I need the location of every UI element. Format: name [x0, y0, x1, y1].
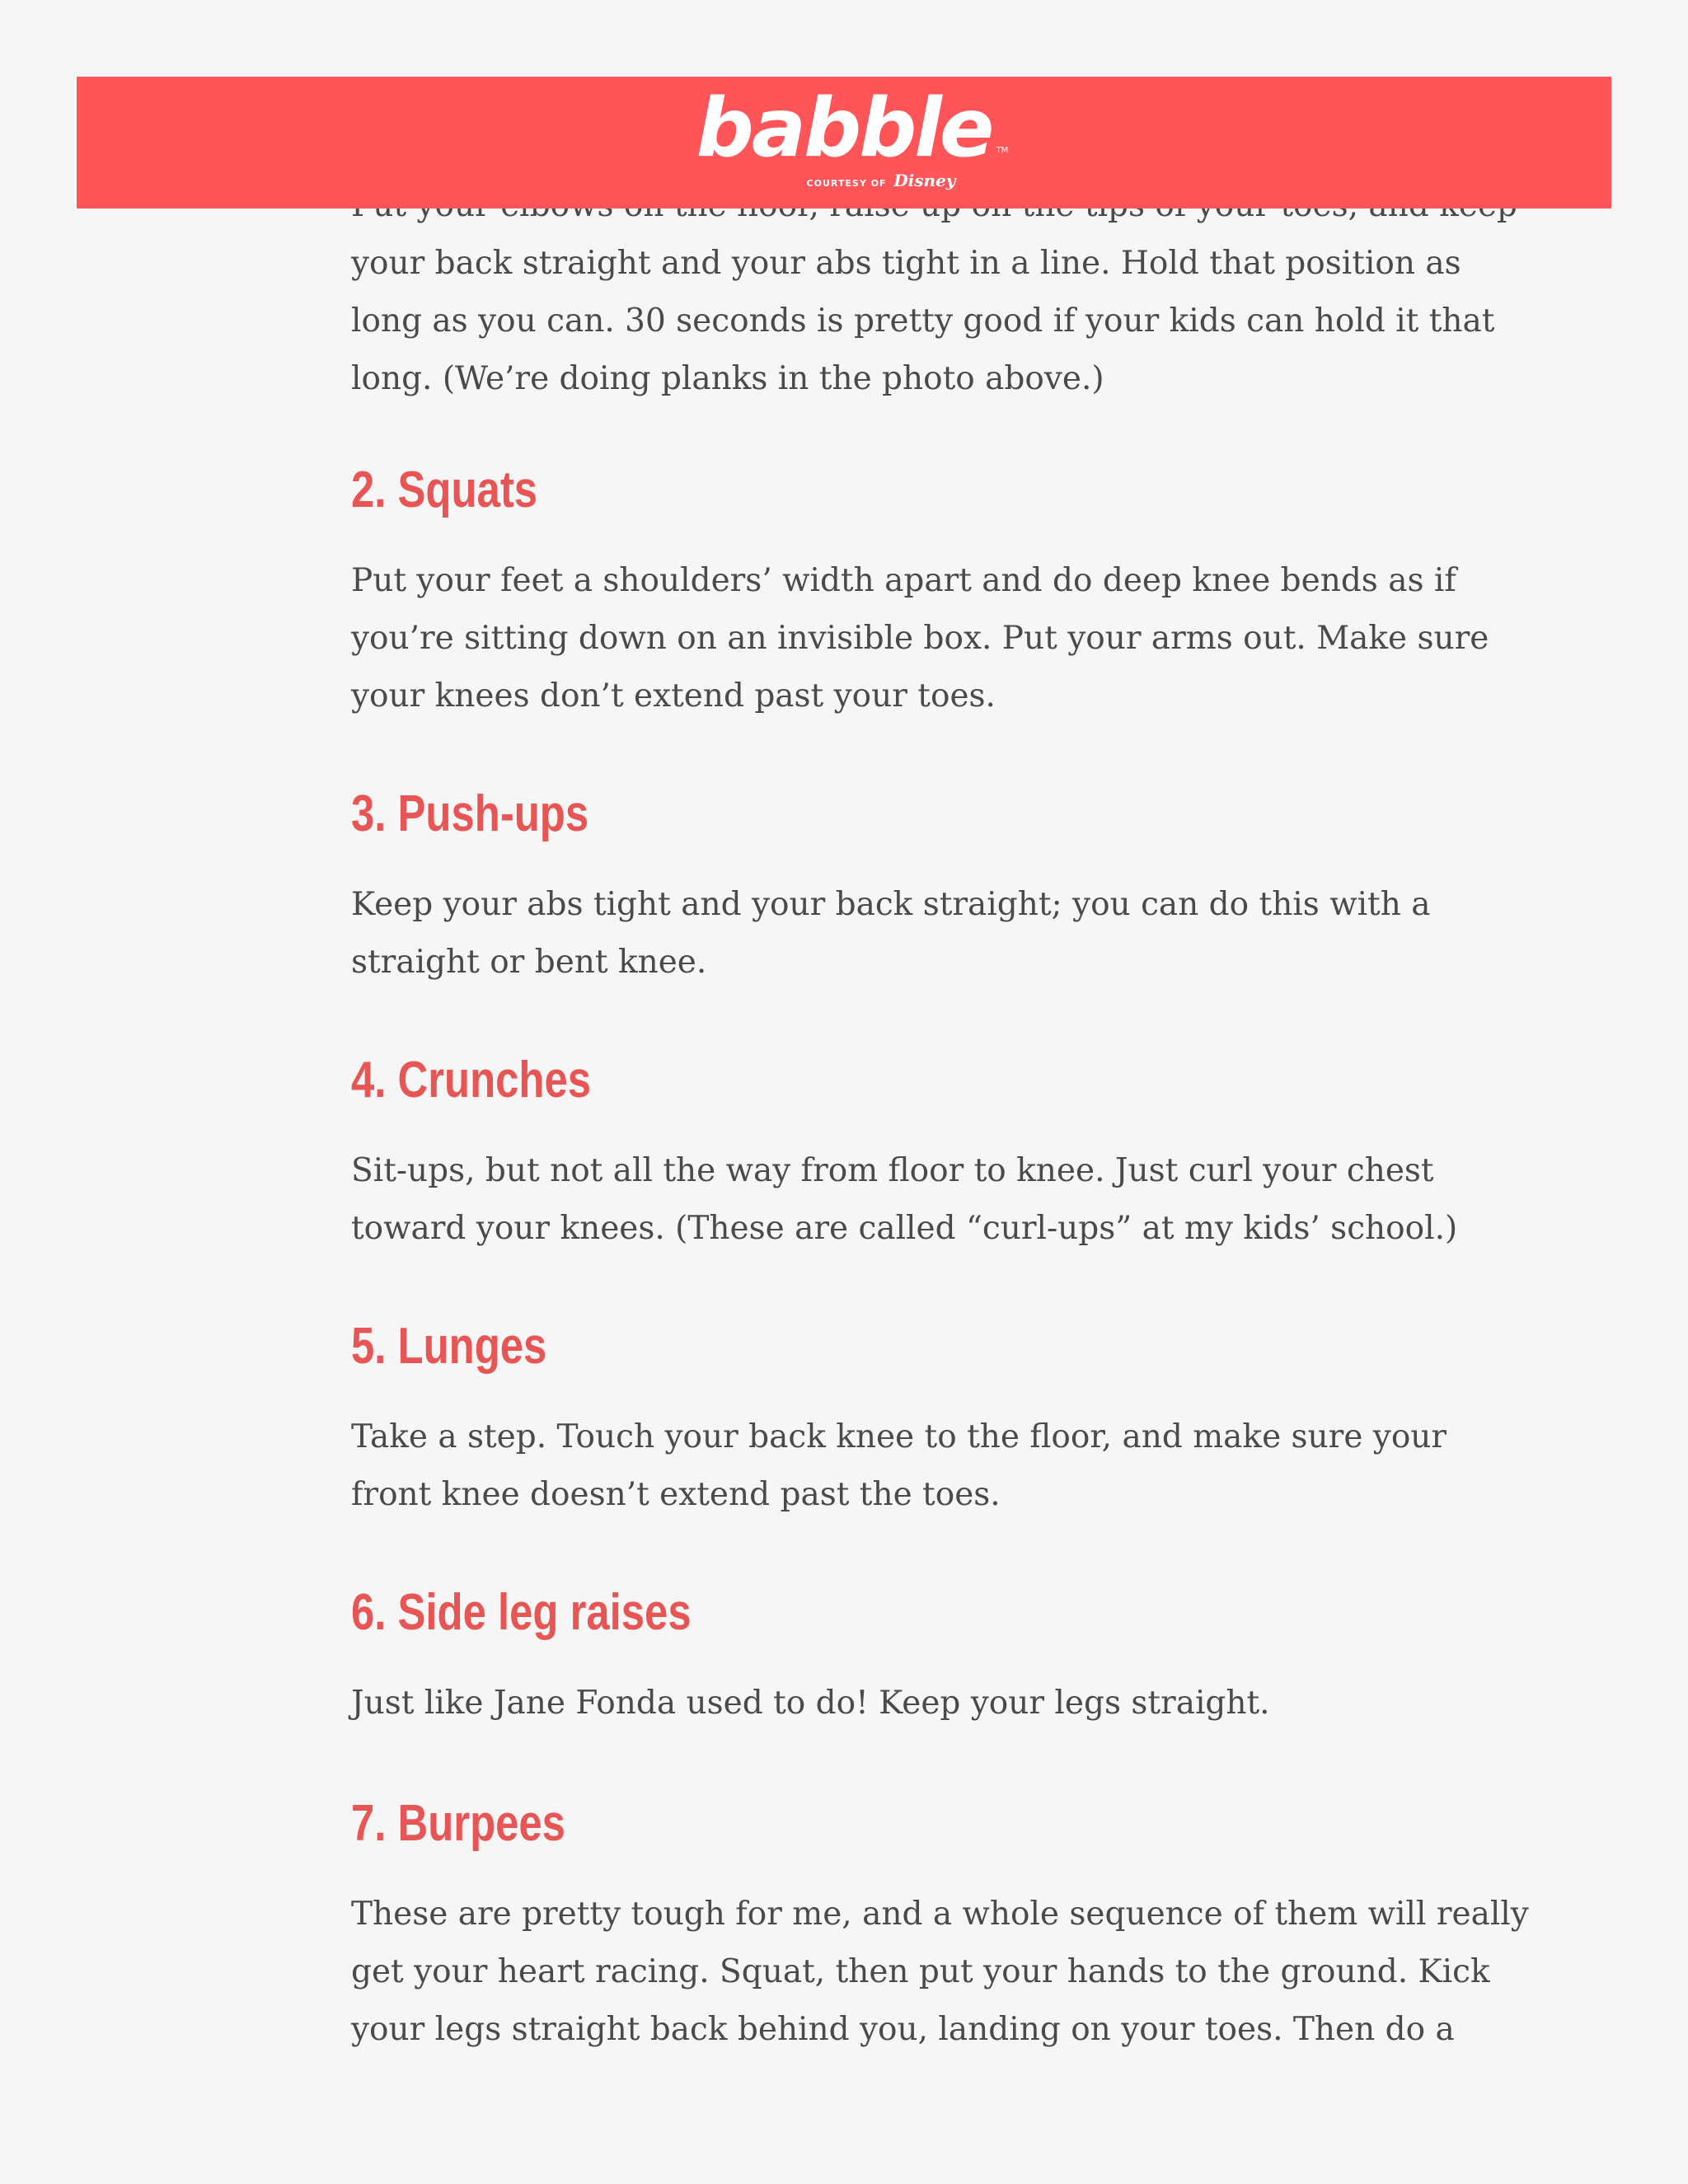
paragraph-line: Sit-ups, but not all the way from floor to knee. Just curl your chest	[351, 1152, 1434, 1189]
paragraph-line: Put your feet a shoulders’ width apart and do deep knee bends as if	[351, 562, 1456, 599]
paragraph-line: Keep your abs tight and your back straight; you can do this with a	[351, 886, 1431, 923]
paragraph-line: front knee doesn’t extend past the toes.	[351, 1476, 1001, 1513]
paragraph-line: your legs straight back behind you, landing on your toes. Then do a	[351, 2011, 1455, 2048]
paragraph-line: straight or bent knee.	[351, 944, 707, 981]
paragraph-line: you’re sitting down on an invisible box. Put your arms out. Make sure	[351, 620, 1489, 657]
section-paragraph-crunches	[351, 1142, 1505, 1258]
section-heading-squats: 2. Squats	[351, 462, 538, 518]
article-card	[77, 77, 1611, 2106]
courtesy-label: COURTESY OF	[806, 178, 887, 189]
paragraph-line: Take a step. Touch your back knee to the floor, and make sure your	[351, 1418, 1447, 1455]
section-heading-burpees: 7. Burpees	[351, 1795, 565, 1852]
section-paragraph-lunges	[351, 1408, 1505, 1524]
intro-line: long as you can. 30 seconds is pretty good if your kids can hold it that	[351, 302, 1495, 340]
intro-line: your back straight and your abs tight in a line. Hold that position as	[351, 245, 1461, 282]
site-header	[77, 77, 1611, 209]
intro-line: long. (We’re doing planks in the photo above.)	[351, 360, 1104, 397]
paragraph-line: get your heart racing. Squat, then put your hands to the ground. Kick	[351, 1953, 1490, 1990]
section-heading-push-ups: 3. Push-ups	[351, 785, 589, 842]
section-paragraph-push-ups	[351, 876, 1505, 991]
section-heading-crunches: 4. Crunches	[351, 1052, 592, 1108]
babble-logo-link[interactable]	[696, 82, 1009, 190]
section-paragraph-squats	[351, 552, 1505, 725]
paragraph-line: your knees don’t extend past your toes.	[351, 677, 996, 715]
section-heading-lunges: 5. Lunges	[351, 1318, 547, 1375]
section-heading-side-leg-raises: 6. Side leg raises	[351, 1584, 692, 1641]
intro-paragraph	[351, 177, 1505, 408]
babble-logo: babble	[696, 82, 992, 176]
section-paragraph-burpees	[351, 1886, 1529, 2059]
disney-wordmark: Disney	[893, 171, 956, 190]
paragraph-line: toward your knees. (These are called “curl-ups” at my kids’ school.)	[351, 1210, 1458, 1247]
trademark-symbol: TM	[996, 146, 1009, 155]
paragraph-line: Just like Jane Fonda used to do! Keep your legs straight.	[351, 1685, 1270, 1722]
section-paragraph-side-leg-raises	[351, 1675, 1505, 1732]
paragraph-line: These are pretty tough for me, and a whole sequence of them will really	[351, 1896, 1529, 1933]
